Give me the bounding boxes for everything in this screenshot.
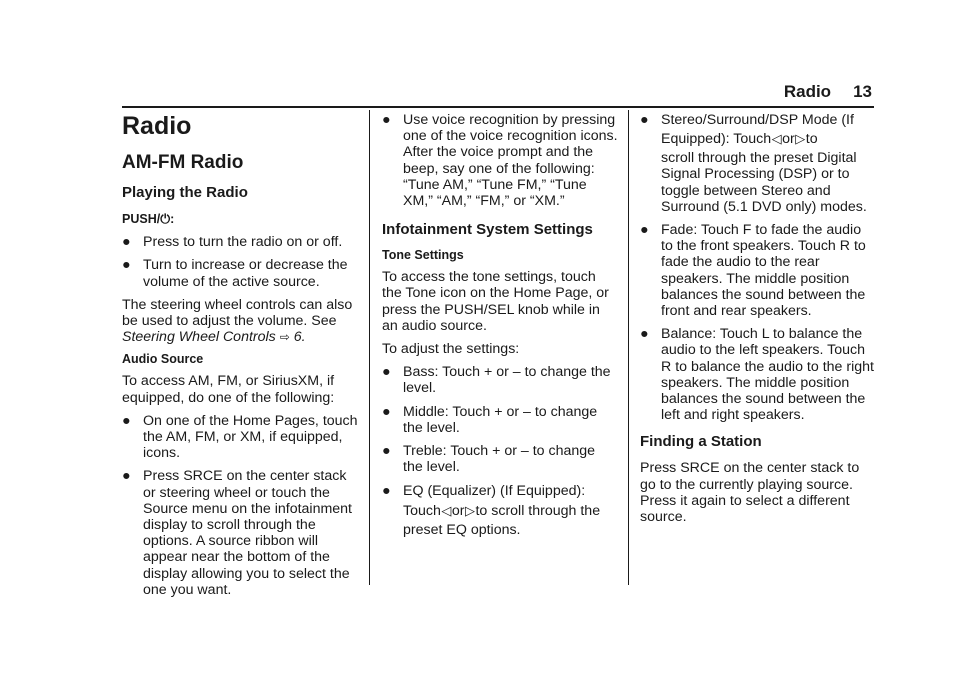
bullet-icon: ● [122,257,131,274]
list-item: ● Use voice recognition by pressing one of the voice recognition icons. After the voice prompt and the beep, say one of the following: “Tune AM,” “Tune FM,” “Tune XM,” “AM,” “FM,” or “XM.” [382,112,618,210]
audio-source-heading: Audio Source [122,352,204,367]
push-label-line: PUSH/⏻: [122,212,175,226]
column-divider-1 [369,110,370,585]
list-item: ● On one of the Home Pages, touch the AM, FM, or XM, if equipped, icons. [122,412,358,462]
chapter-title: Radio [122,112,192,140]
list-item: ● Press to turn the radio on or off. [122,234,343,251]
list-item: ● Balance: Touch L to balance the audio to the left speakers. Touch R to balance the audio to the right speakers. The middle position balances the sound between the left and right speakers. [640,326,874,424]
page-header [784,82,872,102]
bullet-icon: ● [382,364,391,381]
list-item: ● Stereo/Surround/DSP Mode (If Equipped): Touch◁or▷to scroll through the preset Digital Signal Processing (DSP) or to toggle between Stereo and Surround (5.1 DVD only) modes. [640,112,867,215]
subheading-infotainment-settings: Infotainment System Settings [382,221,593,239]
page-ref-arrow-icon: ⇨ [279,330,290,345]
bullet-icon: ● [122,234,131,251]
bullet-icon: ● [382,112,391,128]
list-item: ● Bass: Touch + or – to change the level. [382,364,611,397]
left-arrow-icon: ◁ [771,131,782,147]
right-arrow-icon: ▷ [464,503,475,519]
list-item: ● Fade: Touch F to fade the audio to the front speakers. Touch R to fade the audio to the rear speakers. The middle position balances the sound between the front and rear speakers. [640,222,866,320]
list-item: ● Press SRCE on the center stack or steering wheel or touch the Source menu on the infotainment display to scroll through the options. A source ribbon will appear near the bottom of the display allowing you to select the one you want. [122,468,353,598]
section-heading-am-fm: AM-FM Radio [122,152,244,173]
page-number: 13 [853,82,872,101]
list-item: ● Middle: Touch + or – to change the level. [382,403,598,436]
list-item: ● EQ (Equalizer) (If Equipped): Touch◁or▷to scroll through the preset EQ options. [382,483,601,539]
left-arrow-icon: ◁ [441,503,452,519]
header-rule [122,106,874,108]
bullet-icon: ● [122,412,131,429]
bullet-icon: ● [382,483,391,500]
bullet-icon: ● [640,222,649,239]
audio-source-intro: To access AM, FM, or SiriusXM, if equipped, do one of the following: [122,373,335,406]
list-item: ● Turn to increase or decrease the volume of the active source. [122,257,348,290]
right-arrow-icon: ▷ [795,131,806,147]
power-icon: ⏻ [160,212,171,226]
column-3 [640,110,876,532]
section-title: Radio [783,82,832,101]
list-item: ● Treble: Touch + or – to change the level. [382,443,596,476]
column-1 [122,110,358,605]
adjust-paragraph: To adjust the settings: [382,341,520,358]
steering-paragraph: The steering wheel controls can also be used to adjust the volume. See Steering Wheel Controls ⇨ 6. [122,296,353,346]
tone-paragraph: To access the tone settings, touch the Tone icon on the Home Page, or press the PUSH/SEL knob while in an audio source. [382,269,609,334]
subheading-playing-radio: Playing the Radio [122,184,248,201]
column-2 [382,110,618,547]
subheading-finding-station: Finding a Station [640,433,762,451]
bullet-icon: ● [382,443,391,460]
tone-settings-heading: Tone Settings [382,248,464,263]
steering-link[interactable]: Steering Wheel Controls [122,329,276,346]
bullet-icon: ● [382,403,391,420]
bullet-icon: ● [122,468,131,485]
bullet-icon: ● [640,112,649,128]
column-divider-2 [628,110,629,585]
bullet-icon: ● [640,326,649,343]
station-paragraph: Press SRCE on the center stack to go to the currently playing source. Press it again to select a different source. [640,460,860,526]
